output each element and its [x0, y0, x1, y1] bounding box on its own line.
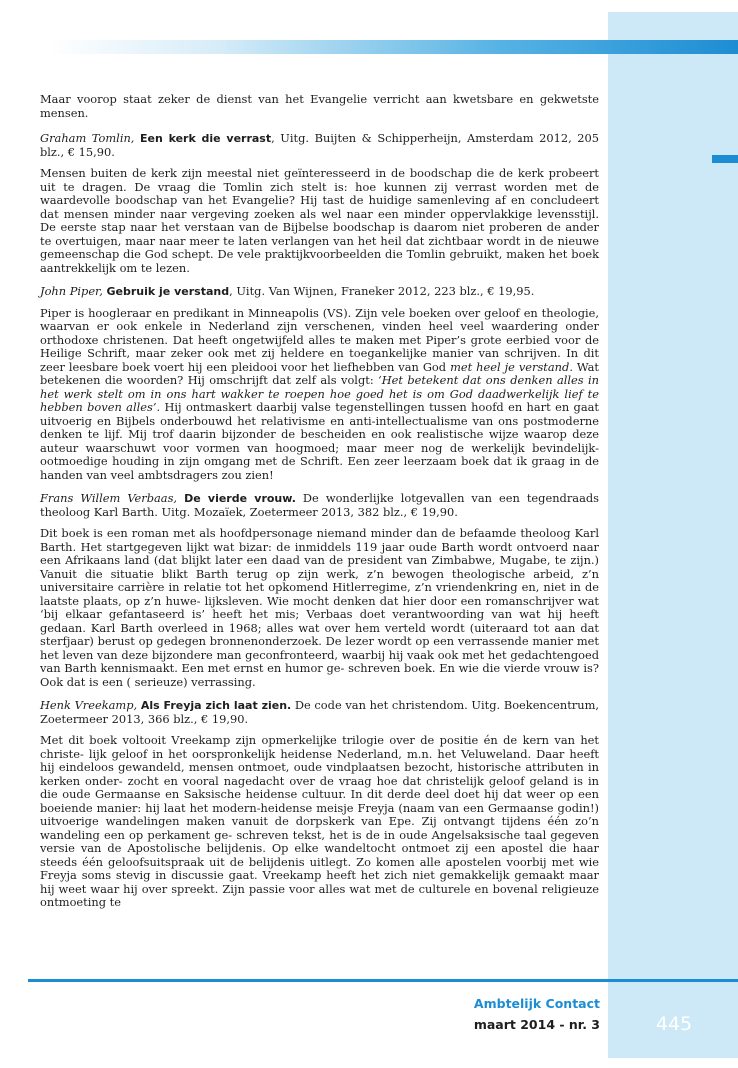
book-reference: [40, 699, 599, 726]
side-marker: [712, 155, 738, 163]
book-details: , Uitg. Van Wijnen, Franeker 2012, 223 blz., € 19,95.: [229, 284, 535, 298]
book-reference: [40, 132, 599, 159]
article-body: [40, 93, 599, 920]
book-details: De wonderlijke lotgevallen van een tegendraads theoloog Karl Barth. Uitg. Mozaïek, Zoetermeer 2013, 382 blz., € 19,90.: [40, 491, 599, 519]
review-emphasis: met heel je verstand: [450, 359, 570, 374]
review-quote: ‘Het betekent dat ons denken alles in het werk stelt om in ons hart wakker te roepen hoe goed het is om God daadwerkelijk lief te hebben boven alles’: [40, 373, 599, 414]
issue-label: maart 2014 - nr. 3: [473, 1017, 600, 1032]
review-text-part: Piper is hoogleraar en predikant in Minneapolis (VS). Zijn vele boeken over geloof en theologie, waarvan er ook enkele in Nederland zijn verschenen, vinden heel veel waardering onder orthodoxe christenen. Dat heeft ongetwijfeld alles te maken met Piper’s grote eerbied voor de Heilige Schrift, maar zeker ook met zij heldere en toegankelijke manier van schrijven. In dit zeer leesbare boek voert hij een pleidooi voor het liefhebben van God: [40, 305, 599, 374]
book-title: Gebruik je verstand: [106, 285, 230, 298]
side-panel: [608, 12, 738, 1058]
magazine-name: Ambtelijk Contact: [473, 996, 600, 1011]
page-number: 445: [655, 1013, 693, 1035]
book-author: Frans Willem Verbaas,: [40, 491, 178, 505]
book-title: Als Freyja zich laat zien.: [140, 699, 292, 712]
review-text-part: . Wat betekenen die woorden? Hij omschrijft dat zelf als volgt:: [40, 359, 599, 387]
book-review-text: Met dit boek voltooit Vreekamp zijn opmerkelijke trilogie over de positie én de kern van het christe- lijk geloof in het oorspronkelijk heidense Nederland, m.n. het Veluweland. Daar heeft hij eindeloos gewandeld, mensen ontmoet, oude vindplaatsen bezocht, historische attributen in kerken onder- zocht en vooral nagedacht over de vraag hoe dat christelijk geloof geland is in die oude Germaanse en Saksische heidense cultuur. In dit derde deel doet hij dat weer op een boeiende manier: hij laat het modern-heidense meisje Freyja (naam van een Germaanse godin!) uitvoerige wandelingen maken vanuit de dorpskerk van Epe. Zij ontvangt tijdens één zo’n wandeling een op perkament ge- schreven tekst, het is de in oude Angelsaksische taal gegeven versie van de Apostolische belijdenis. Op elke wandeltocht ontmoet zij een apostel die haar steeds één geloofsuitspraak uit de belijdenis uitlegt. Zo komen alle apostelen voorbij met wie Freyja soms stevig in discussie gaat. Vreekamp heeft het zich niet gemakkelijk gemaakt maar hij weet waar hij over spreekt. Zijn passie voor alles wat met de culturele en bovenal religieuze ontmoeting te: [40, 733, 599, 909]
book-reference: [40, 285, 599, 299]
book-details: , Uitg. Buijten & Schipperheijn, Amsterdam 2012, 205 blz., € 15,90.: [40, 131, 600, 159]
book-review-text: [40, 307, 599, 483]
book-details: De code van het christendom. Uitg. Boekencentrum, Zoetermeer 2013, 366 blz., € 19,90.: [40, 698, 600, 726]
book-review-text: Mensen buiten de kerk zijn meestal niet geïnteresseerd in de boodschap die de kerk probeert uit te dragen. De vraag die Tomlin zich stelt is: hoe kunnen zij verrast worden met de waardevolle boodschap van het Evangelie? Hij tast de huidige samenleving af en concludeert dat mensen minder naar vergeving zoeken als wel naar een minder oppervlakkige levensstijl. De eerste stap naar het verstaan van de Bijbelse boodschap is daarom niet proberen de ander te overtuigen, maar naar meer te laten verlangen van het heil dat zichtbaar wordt in de nieuwe gemeenschap die God schept. De vele praktijkvoorbeelden die Tomlin gebruikt, maken het boek aantrekkelijk om te lezen.: [40, 166, 599, 275]
book-author: Graham Tomlin,: [40, 131, 135, 145]
header-gradient-bar: [48, 40, 738, 54]
book-reference: [40, 492, 599, 519]
book-title: De vierde vrouw.: [184, 492, 296, 505]
book-author: John Piper,: [40, 284, 103, 298]
book-title: Een kerk die verrast: [140, 132, 272, 145]
book-author: Henk Vreekamp,: [40, 698, 138, 712]
review-text-part: . Hij ontmaskert daarbij valse tegenstellingen tussen hoofd en hart en gaat uitvoerig en Bijbels onderbouwd het relativisme en anti-intellectualisme van ons postmoderne denken te lijf. Mij trof daarin bijzonder de bescheiden en ook realistische wijze waarop deze auteur waarschuwt voor vormen van hoogmoed; maar meer nog de werkelijk bevindelijk-ootmoedige houding in zijn omgang met de Schrift. Een zeer leerzaam boek dat ik graag in de handen van veel ambtsdragers zou zien!: [40, 400, 599, 482]
book-review-text: Dit boek is een roman met als hoofdpersonage niemand minder dan de befaamde theoloog Karl Barth. Het startgegeven lijkt wat bizar: de inmiddels 119 jaar oude Barth wordt ontvoerd naar een Afrikaans land (dat blijkt later een daad van de president van Zimbabwe, Mugabe, te zijn.) Vanuit die situatie blikt Barth terug op zijn werk, z’n bewogen theologische arbeid, z’n universitaire carrière in relatie tot het opkomend Hitlerregime, z’n vriendenkring en, niet in de laatste plaats, op z’n huwe- lijksleven. Wie mocht denken dat hier door een romanschrijver wat ‘bij elkaar gefantaseerd is’ heeft het mis; Verbaas doet verantwoording van wat hij heeft gedaan. Karl Barth overleed in 1968; alles wat over hem verteld wordt (uiteraard tot aan dat sterfjaar) berust op gedegen bronnenonderzoek. De lezer wordt op een verrassende manier met het leven van deze bijzondere man geconfronteerd, waarbij hij vaak ook met het gedachtengoed van Barth kennismaakt. Een met ernst en humor ge- schreven boek. En wie die vierde vrouw is? Ook dat is een ( serieuze) verrassing.: [40, 526, 599, 689]
intro-paragraph: Maar voorop staat zeker de dienst van het Evangelie verricht aan kwetsbare en gekwetste mensen.: [40, 92, 599, 120]
footer-divider: [28, 979, 738, 982]
